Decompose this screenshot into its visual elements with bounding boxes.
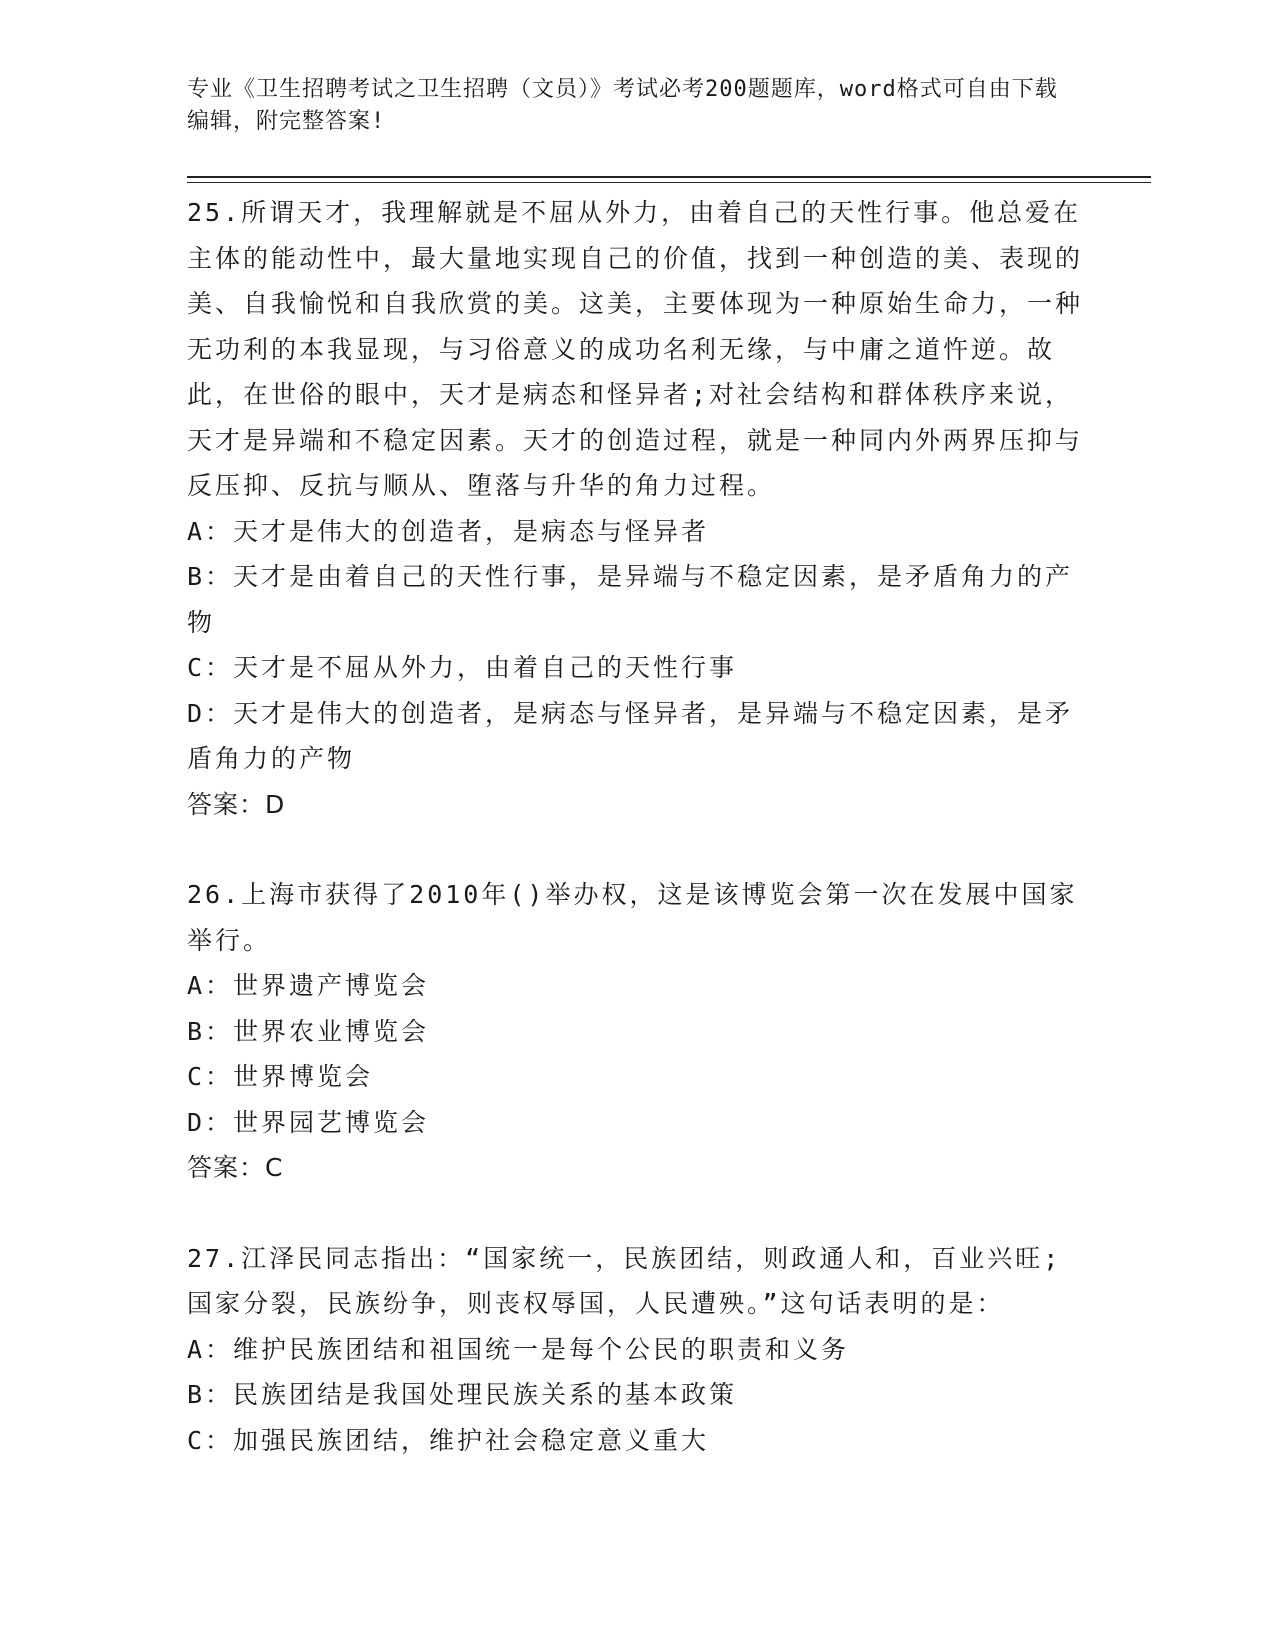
option-b: B：民族团结是我国处理民族关系的基本政策 bbox=[187, 1380, 738, 1409]
option-c: C：加强民族团结，维护社会稳定意义重大 bbox=[187, 1425, 710, 1455]
question-25 bbox=[187, 190, 1087, 827]
option-a: A：维护民族团结和祖国统一是每个公民的职责和义务 bbox=[187, 1334, 850, 1364]
option-d: D：世界园艺博览会 bbox=[187, 1107, 430, 1137]
header-divider-thin bbox=[187, 182, 1151, 183]
question-27 bbox=[187, 1236, 1087, 1464]
question-stem: 26.上海市获得了2010年()举办权，这是该博览会第一次在发展中国家举行。 bbox=[187, 880, 1078, 955]
option-b: B：世界农业博览会 bbox=[187, 1016, 430, 1046]
answer-line: 答案：D bbox=[187, 789, 286, 819]
option-a: A：世界遗产博览会 bbox=[187, 971, 430, 1000]
header-divider-thick bbox=[187, 176, 1151, 178]
option-a: A：天才是伟大的创造者，是病态与怪异者 bbox=[187, 516, 710, 546]
option-b: B：天才是由着自己的天性行事，是异端与不稳定因素，是矛盾角力的产物 bbox=[187, 562, 1074, 637]
option-c: C：世界博览会 bbox=[187, 1062, 374, 1091]
option-d: D：天才是伟大的创造者，是病态与怪异者，是异端与不稳定因素，是矛盾角力的产物 bbox=[187, 698, 1074, 773]
question-26 bbox=[187, 872, 1087, 1191]
answer-line: 答案：C bbox=[187, 1153, 284, 1182]
question-stem: 27.江泽民同志指出：“国家统一，民族团结，则政通人和，百业兴旺;国家分裂，民族纷争，则丧权辱国，人民遭殃。”这句话表明的是： bbox=[187, 1243, 1062, 1318]
document-header-title: 专业《卫生招聘考试之卫生招聘（文员）》考试必考200题题库，word格式可自由下载编辑，附完整答案! bbox=[187, 77, 1058, 134]
question-stem: 25.所谓天才，我理解就是不屈从外力，由着自己的天性行事。他总爱在主体的能动性中，最大量地实现自己的价值，找到一种创造的美、表现的美、自我愉悦和自我欣赏的美。这美，主要体现为一种原始生命力，一种无功利的本我显现，与习俗意义的成功名利无缘，与中庸之道忤逆。故此，在世俗的眼中，天才是病态和怪异者;对社会结构和群体秩序来说，天才是异端和不稳定因素。天才的创造过程，就是一种同内外两界压抑与反压抑、反抗与顺从、堕落与升华的角力过程。 bbox=[187, 198, 1084, 500]
question-list bbox=[187, 190, 1087, 1463]
option-c: C：天才是不屈从外力，由着自己的天性行事 bbox=[187, 653, 738, 682]
question-spacer bbox=[187, 1191, 1087, 1236]
question-spacer bbox=[187, 827, 1087, 872]
